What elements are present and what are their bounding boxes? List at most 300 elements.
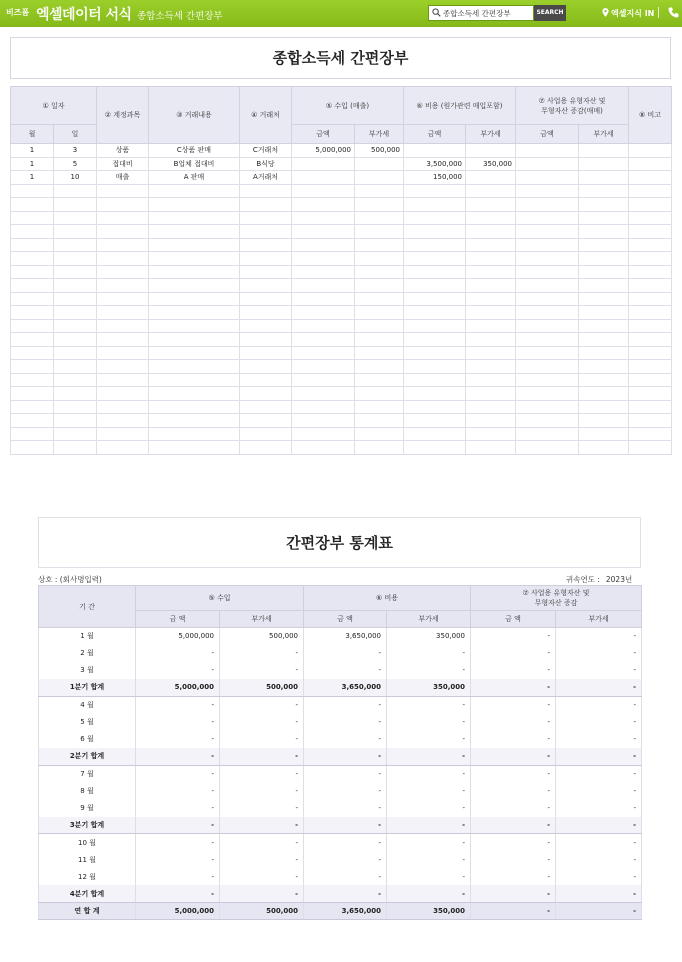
ledger-cell[interactable] <box>516 387 579 401</box>
ledger-cell[interactable] <box>54 373 97 387</box>
ledger-cell[interactable] <box>97 427 149 441</box>
ledger-cell[interactable] <box>149 319 240 333</box>
ledger-cell[interactable]: 1 <box>11 157 54 171</box>
ledger-cell[interactable] <box>97 211 149 225</box>
ledger-cell[interactable] <box>240 225 292 239</box>
ledger-cell[interactable] <box>579 144 629 158</box>
brand-small-logo[interactable]: 비즈폼 <box>6 8 30 17</box>
ledger-cell[interactable] <box>629 360 672 374</box>
ledger-cell[interactable] <box>579 427 629 441</box>
ledger-cell[interactable] <box>629 292 672 306</box>
ledger-cell[interactable] <box>149 265 240 279</box>
ledger-cell[interactable] <box>404 292 466 306</box>
month-row <box>39 645 642 662</box>
ledger-cell[interactable] <box>149 387 240 401</box>
ledger-cell[interactable] <box>466 198 516 212</box>
ledger-cell[interactable] <box>292 211 355 225</box>
ledger-cell[interactable] <box>629 279 672 293</box>
ledger-cell[interactable] <box>355 373 404 387</box>
ledger-cell[interactable] <box>466 387 516 401</box>
ledger-cell[interactable] <box>54 225 97 239</box>
ledger-cell[interactable] <box>97 441 149 455</box>
ledger-cell[interactable] <box>97 238 149 252</box>
ledger-cell[interactable] <box>240 198 292 212</box>
ledger-cell[interactable] <box>579 198 629 212</box>
ledger-cell[interactable] <box>97 252 149 266</box>
ledger-cell[interactable] <box>404 333 466 347</box>
ledger-cell[interactable] <box>149 400 240 414</box>
ledger-cell[interactable] <box>292 360 355 374</box>
ledger-cell[interactable] <box>240 346 292 360</box>
ledger-cell[interactable] <box>404 400 466 414</box>
ledger-cell[interactable] <box>292 225 355 239</box>
ledger-cell[interactable]: 500,000 <box>355 144 404 158</box>
ledger-cell[interactable] <box>97 346 149 360</box>
ledger-cell[interactable] <box>516 211 579 225</box>
ledger-cell[interactable] <box>404 414 466 428</box>
ledger-cell[interactable] <box>292 400 355 414</box>
ledger-cell[interactable] <box>149 373 240 387</box>
ledger-cell[interactable] <box>466 319 516 333</box>
ledger-cell[interactable] <box>404 441 466 455</box>
ledger-cell[interactable] <box>355 184 404 198</box>
ledger-cell[interactable] <box>355 171 404 185</box>
ledger-cell[interactable] <box>355 198 404 212</box>
ledger-cell[interactable] <box>579 211 629 225</box>
stats-value-cell: - <box>136 885 220 902</box>
ledger-cell[interactable]: 상품 <box>97 144 149 158</box>
ledger-cell[interactable] <box>629 157 672 171</box>
ledger-cell[interactable] <box>404 306 466 320</box>
ledger-cell[interactable] <box>149 333 240 347</box>
ledger-cell[interactable] <box>579 292 629 306</box>
ledger-cell[interactable] <box>629 400 672 414</box>
ledger-cell[interactable] <box>516 306 579 320</box>
ledger-cell[interactable] <box>292 346 355 360</box>
ledger-cell[interactable]: 매출 <box>97 171 149 185</box>
ledger-cell[interactable] <box>355 441 404 455</box>
ledger-cell[interactable] <box>404 211 466 225</box>
ledger-cell[interactable] <box>579 157 629 171</box>
ledger-cell[interactable] <box>579 346 629 360</box>
ledger-cell[interactable] <box>355 252 404 266</box>
ledger-cell[interactable] <box>240 427 292 441</box>
ledger-cell[interactable] <box>355 157 404 171</box>
ledger-cell[interactable] <box>516 198 579 212</box>
ledger-cell[interactable] <box>54 211 97 225</box>
ledger-cell[interactable] <box>466 427 516 441</box>
ledger-cell[interactable]: 5 <box>54 157 97 171</box>
month-row <box>39 765 642 782</box>
ledger-cell[interactable] <box>629 333 672 347</box>
ledger-cell[interactable] <box>292 157 355 171</box>
ledger-cell[interactable] <box>516 414 579 428</box>
ledger-cell[interactable]: 1 <box>11 144 54 158</box>
ledger-cell[interactable] <box>54 252 97 266</box>
ledger-cell[interactable] <box>355 387 404 401</box>
ledger-cell[interactable] <box>355 346 404 360</box>
ledger-cell[interactable] <box>292 252 355 266</box>
ledger-cell[interactable] <box>404 252 466 266</box>
ledger-cell[interactable] <box>54 238 97 252</box>
ledger-cell[interactable] <box>579 265 629 279</box>
ledger-cell[interactable] <box>355 292 404 306</box>
ledger-cell[interactable] <box>516 346 579 360</box>
ledger-cell[interactable] <box>629 184 672 198</box>
ledger-cell[interactable] <box>240 252 292 266</box>
ledger-cell[interactable] <box>11 184 54 198</box>
ledger-cell[interactable] <box>466 265 516 279</box>
ledger-cell[interactable] <box>404 279 466 293</box>
ledger-cell[interactable] <box>629 171 672 185</box>
ledger-cell[interactable] <box>466 171 516 185</box>
ledger-cell[interactable] <box>292 198 355 212</box>
ledger-cell[interactable] <box>97 225 149 239</box>
ledger-cell[interactable] <box>404 319 466 333</box>
ledger-cell[interactable] <box>404 198 466 212</box>
ledger-cell[interactable] <box>466 144 516 158</box>
ledger-cell[interactable] <box>355 427 404 441</box>
ledger-cell[interactable] <box>516 171 579 185</box>
ledger-cell[interactable] <box>149 238 240 252</box>
ledger-cell[interactable] <box>355 238 404 252</box>
ledger-cell[interactable] <box>355 279 404 293</box>
ledger-cell[interactable] <box>97 360 149 374</box>
ledger-cell[interactable] <box>516 292 579 306</box>
ledger-cell[interactable] <box>466 414 516 428</box>
period-label: 7 월 <box>39 765 136 782</box>
ledger-cell[interactable] <box>292 238 355 252</box>
ledger-cell[interactable] <box>149 292 240 306</box>
ledger-cell[interactable] <box>516 279 579 293</box>
ledger-cell[interactable] <box>516 441 579 455</box>
ledger-cell[interactable] <box>292 333 355 347</box>
ledger-cell[interactable] <box>466 373 516 387</box>
ledger-cell[interactable] <box>466 441 516 455</box>
ledger-cell[interactable] <box>404 184 466 198</box>
ledger-cell[interactable] <box>404 360 466 374</box>
ledger-cell[interactable] <box>240 373 292 387</box>
ledger-cell[interactable] <box>292 292 355 306</box>
ledger-cell[interactable] <box>11 292 54 306</box>
ledger-cell[interactable] <box>97 184 149 198</box>
ledger-cell[interactable] <box>516 319 579 333</box>
ledger-cell[interactable] <box>579 373 629 387</box>
ledger-cell[interactable] <box>355 400 404 414</box>
ledger-cell[interactable]: A 판매 <box>149 171 240 185</box>
ledger-cell[interactable] <box>54 427 97 441</box>
ledger-cell[interactable] <box>240 306 292 320</box>
ledger-cell[interactable]: 350,000 <box>466 157 516 171</box>
ledger-cell[interactable] <box>149 211 240 225</box>
ledger-cell[interactable] <box>516 360 579 374</box>
ledger-cell[interactable] <box>11 373 54 387</box>
ledger-cell[interactable] <box>240 414 292 428</box>
ledger-cell[interactable] <box>466 360 516 374</box>
ledger-cell[interactable] <box>11 346 54 360</box>
ledger-cell[interactable] <box>292 387 355 401</box>
stats-header-expense-vat: 부가세 <box>387 611 471 628</box>
ledger-cell[interactable] <box>97 373 149 387</box>
ledger-cell[interactable] <box>97 333 149 347</box>
stats-value-cell: - <box>387 713 471 730</box>
ledger-cell[interactable] <box>292 414 355 428</box>
ledger-cell[interactable]: 5,000,000 <box>292 144 355 158</box>
ledger-cell[interactable] <box>629 238 672 252</box>
ledger-cell[interactable] <box>11 387 54 401</box>
ledger-cell[interactable] <box>11 211 54 225</box>
ledger-cell[interactable] <box>54 360 97 374</box>
ledger-cell[interactable] <box>629 319 672 333</box>
ledger-cell[interactable] <box>240 319 292 333</box>
ledger-cell[interactable]: B업체 접대비 <box>149 157 240 171</box>
ledger-cell[interactable] <box>466 400 516 414</box>
ledger-cell[interactable] <box>629 211 672 225</box>
phone-icon[interactable] <box>668 7 680 18</box>
ledger-cell[interactable] <box>54 333 97 347</box>
ledger-cell[interactable] <box>466 238 516 252</box>
ledger-cell[interactable] <box>579 333 629 347</box>
ledger-cell[interactable] <box>240 360 292 374</box>
ledger-cell[interactable] <box>149 346 240 360</box>
ledger-cell[interactable] <box>97 265 149 279</box>
ledger-cell[interactable] <box>516 225 579 239</box>
ledger-cell[interactable] <box>579 441 629 455</box>
stats-value-cell: - <box>556 782 642 799</box>
ledger-cell[interactable] <box>97 400 149 414</box>
ledger-cell[interactable] <box>629 373 672 387</box>
search-button[interactable]: SEARCH <box>534 5 566 21</box>
ledger-cell[interactable] <box>404 144 466 158</box>
ledger-cell[interactable] <box>240 333 292 347</box>
ledger-cell[interactable] <box>11 238 54 252</box>
ledger-cell[interactable] <box>516 400 579 414</box>
ledger-cell[interactable] <box>466 333 516 347</box>
ledger-cell[interactable] <box>516 184 579 198</box>
ledger-cell[interactable] <box>355 211 404 225</box>
ledger-cell[interactable] <box>149 427 240 441</box>
ledger-cell[interactable] <box>149 252 240 266</box>
ledger-cell[interactable] <box>54 319 97 333</box>
ledger-cell[interactable] <box>292 427 355 441</box>
ledger-cell[interactable] <box>11 265 54 279</box>
ledger-cell[interactable] <box>11 319 54 333</box>
ledger-cell[interactable] <box>54 265 97 279</box>
ledger-cell[interactable]: C거래처 <box>240 144 292 158</box>
ledger-cell[interactable] <box>11 252 54 266</box>
ledger-cell[interactable] <box>466 211 516 225</box>
ledger-cell[interactable] <box>466 252 516 266</box>
ledger-cell[interactable] <box>240 265 292 279</box>
ledger-cell[interactable] <box>292 441 355 455</box>
stats-value-cell: - <box>220 868 304 885</box>
ledger-cell[interactable] <box>629 265 672 279</box>
ledger-cell[interactable] <box>54 279 97 293</box>
ledger-cell[interactable] <box>54 184 97 198</box>
ledger-cell[interactable] <box>54 198 97 212</box>
ledger-cell[interactable]: 3,500,000 <box>404 157 466 171</box>
ledger-cell[interactable] <box>516 252 579 266</box>
ledger-cell[interactable] <box>629 346 672 360</box>
ledger-cell[interactable] <box>11 360 54 374</box>
ledger-cell[interactable] <box>240 387 292 401</box>
ledger-cell[interactable]: 150,000 <box>404 171 466 185</box>
ledger-cell[interactable] <box>292 319 355 333</box>
search-input[interactable] <box>443 7 533 19</box>
ledger-cell[interactable] <box>579 184 629 198</box>
ledger-cell[interactable]: A거래처 <box>240 171 292 185</box>
ledger-cell[interactable] <box>516 144 579 158</box>
stats-value-cell: - <box>136 799 220 816</box>
ledger-cell[interactable] <box>516 265 579 279</box>
ledger-cell[interactable] <box>404 373 466 387</box>
ledger-cell[interactable] <box>292 265 355 279</box>
ledger-cell[interactable] <box>54 306 97 320</box>
ledger-cell[interactable] <box>355 333 404 347</box>
ledger-cell[interactable] <box>11 427 54 441</box>
ledger-cell[interactable] <box>97 319 149 333</box>
ledger-cell[interactable] <box>149 360 240 374</box>
ledger-cell[interactable] <box>516 238 579 252</box>
ledger-cell[interactable] <box>355 265 404 279</box>
ledger-cell[interactable] <box>11 441 54 455</box>
brand-title[interactable]: 엑셀데이터 서식 <box>36 7 132 23</box>
ledger-cell[interactable] <box>629 441 672 455</box>
ledger-cell[interactable] <box>97 279 149 293</box>
stats-value-cell: - <box>304 851 387 868</box>
ledger-cell[interactable] <box>579 319 629 333</box>
ledger-cell[interactable] <box>149 184 240 198</box>
ledger-cell[interactable] <box>292 306 355 320</box>
ledger-cell[interactable] <box>149 225 240 239</box>
ledger-cell[interactable]: C상품 판매 <box>149 144 240 158</box>
knowledge-link[interactable] <box>602 8 654 19</box>
ledger-cell[interactable] <box>11 333 54 347</box>
ledger-cell[interactable] <box>579 306 629 320</box>
ledger-cell[interactable] <box>149 279 240 293</box>
period-label: 1분기 합계 <box>39 679 136 696</box>
ledger-cell[interactable] <box>579 414 629 428</box>
ledger-cell[interactable] <box>579 238 629 252</box>
ledger-cell[interactable] <box>579 171 629 185</box>
ledger-cell[interactable] <box>11 198 54 212</box>
ledger-cell[interactable] <box>579 225 629 239</box>
ledger-cell[interactable] <box>516 157 579 171</box>
ledger-cell[interactable] <box>240 184 292 198</box>
ledger-cell[interactable] <box>240 238 292 252</box>
ledger-cell[interactable] <box>466 346 516 360</box>
ledger-cell[interactable] <box>292 373 355 387</box>
ledger-cell[interactable] <box>466 292 516 306</box>
ledger-cell[interactable] <box>149 441 240 455</box>
ledger-cell[interactable] <box>240 441 292 455</box>
ledger-cell[interactable] <box>355 225 404 239</box>
ledger-cell[interactable] <box>629 306 672 320</box>
ledger-cell[interactable] <box>11 414 54 428</box>
ledger-cell[interactable] <box>292 171 355 185</box>
ledger-cell[interactable] <box>466 184 516 198</box>
ledger-cell[interactable]: 1 <box>11 171 54 185</box>
stats-value-cell: - <box>136 696 220 713</box>
ledger-cell[interactable] <box>579 387 629 401</box>
ledger-cell[interactable] <box>240 292 292 306</box>
ledger-cell[interactable] <box>355 360 404 374</box>
ledger-cell[interactable] <box>11 306 54 320</box>
ledger-cell[interactable] <box>97 414 149 428</box>
header-date: ① 일자 <box>11 87 97 125</box>
ledger-cell[interactable] <box>54 292 97 306</box>
ledger-cell[interactable] <box>404 238 466 252</box>
ledger-cell[interactable] <box>579 360 629 374</box>
stats-value-cell: 5,000,000 <box>136 628 220 645</box>
ledger-cell[interactable] <box>355 414 404 428</box>
ledger-cell[interactable] <box>240 400 292 414</box>
stats-value-cell: - <box>220 662 304 679</box>
ledger-cell[interactable] <box>629 144 672 158</box>
ledger-cell[interactable]: 접대비 <box>97 157 149 171</box>
ledger-cell[interactable] <box>149 306 240 320</box>
ledger-cell[interactable] <box>11 279 54 293</box>
ledger-cell[interactable] <box>54 441 97 455</box>
ledger-cell[interactable] <box>579 279 629 293</box>
ledger-cell[interactable] <box>466 306 516 320</box>
ledger-cell[interactable] <box>54 400 97 414</box>
ledger-cell[interactable] <box>54 414 97 428</box>
ledger-cell[interactable] <box>97 387 149 401</box>
ledger-cell[interactable] <box>97 306 149 320</box>
ledger-cell[interactable] <box>404 265 466 279</box>
ledger-cell[interactable] <box>11 225 54 239</box>
ledger-cell[interactable] <box>355 306 404 320</box>
ledger-cell[interactable] <box>97 198 149 212</box>
ledger-cell[interactable] <box>97 292 149 306</box>
ledger-cell[interactable] <box>466 279 516 293</box>
ledger-cell[interactable] <box>516 427 579 441</box>
ledger-cell[interactable] <box>466 225 516 239</box>
ledger-cell[interactable] <box>149 414 240 428</box>
ledger-cell[interactable] <box>54 387 97 401</box>
ledger-cell[interactable] <box>54 346 97 360</box>
ledger-cell[interactable] <box>404 225 466 239</box>
ledger-cell[interactable] <box>629 414 672 428</box>
ledger-cell[interactable] <box>240 279 292 293</box>
ledger-cell[interactable] <box>404 346 466 360</box>
stats-header-asset-line2: 무형자산 증감 <box>534 599 578 607</box>
ledger-cell[interactable] <box>404 427 466 441</box>
ledger-cell[interactable] <box>355 319 404 333</box>
ledger-cell[interactable] <box>292 279 355 293</box>
ledger-cell[interactable]: 10 <box>54 171 97 185</box>
ledger-cell[interactable] <box>629 225 672 239</box>
ledger-cell[interactable] <box>516 373 579 387</box>
ledger-cell[interactable] <box>292 184 355 198</box>
ledger-cell[interactable]: 3 <box>54 144 97 158</box>
ledger-cell[interactable] <box>240 211 292 225</box>
ledger-cell[interactable]: B식당 <box>240 157 292 171</box>
ledger-empty-row <box>11 333 672 347</box>
ledger-cell[interactable] <box>629 252 672 266</box>
ledger-cell[interactable] <box>629 387 672 401</box>
ledger-cell[interactable] <box>579 400 629 414</box>
ledger-cell[interactable] <box>149 198 240 212</box>
stats-value-cell: - <box>220 713 304 730</box>
ledger-cell[interactable] <box>579 252 629 266</box>
ledger-cell[interactable] <box>629 427 672 441</box>
ledger-cell[interactable] <box>11 400 54 414</box>
ledger-cell[interactable] <box>516 333 579 347</box>
ledger-cell[interactable] <box>404 387 466 401</box>
ledger-cell[interactable] <box>629 198 672 212</box>
